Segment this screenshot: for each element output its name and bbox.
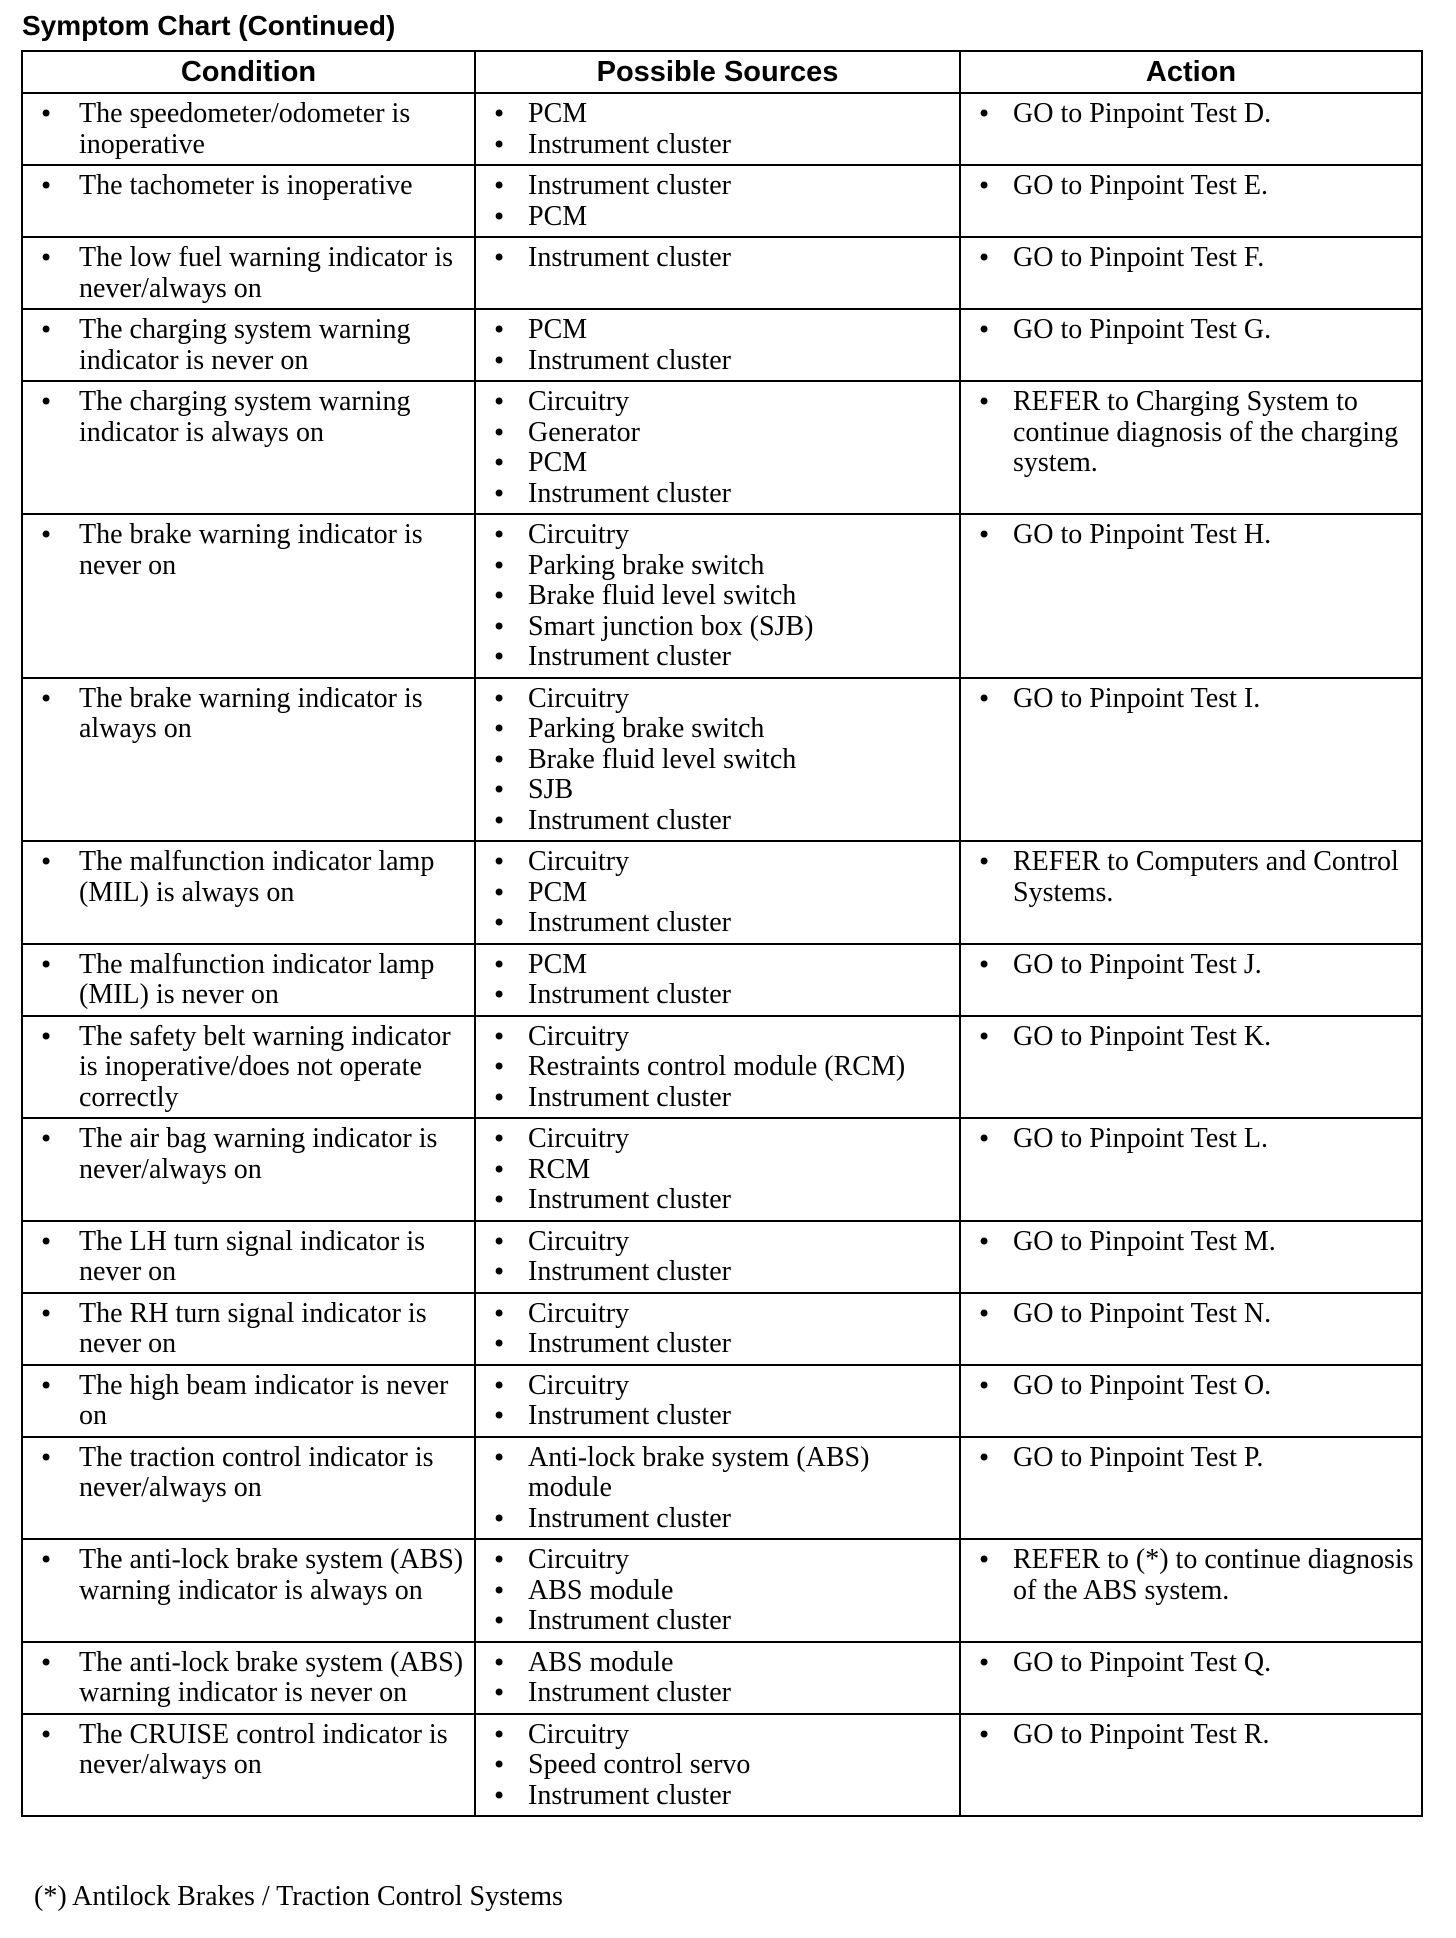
condition-list <box>29 847 468 908</box>
condition-text: • The safety belt warning indicator is inoperative/does not operate correctly <box>29 1022 468 1114</box>
action-list <box>967 315 1415 346</box>
action-list <box>967 950 1415 981</box>
condition-cell <box>22 1016 475 1119</box>
action-list <box>967 1648 1415 1679</box>
possible-sources-cell <box>475 1365 960 1437</box>
condition-text: • The LH turn signal indicator is never on <box>29 1227 468 1288</box>
condition-text: • The anti-lock brake system (ABS) warning indicator is never on <box>29 1648 468 1709</box>
condition-list <box>29 315 468 376</box>
condition-text: • The speedometer/odometer is inoperative <box>29 99 468 160</box>
possible-sources-list <box>482 315 953 376</box>
action-text: • GO to Pinpoint Test K. <box>967 1022 1415 1053</box>
footnote: (*) Antilock Brakes / Traction Control Systems <box>34 1881 563 1912</box>
table-row <box>22 1016 1422 1119</box>
possible-source-item: • Circuitry <box>482 387 953 418</box>
possible-source-item: • ABS module <box>482 1648 953 1679</box>
action-text: • GO to Pinpoint Test E. <box>967 171 1415 202</box>
possible-source-item: • PCM <box>482 202 953 233</box>
possible-source-item: • Instrument cluster <box>482 130 953 161</box>
possible-source-item: • Instrument cluster <box>482 980 953 1011</box>
column-header-action: Action <box>960 51 1422 93</box>
possible-sources-cell <box>475 1221 960 1293</box>
action-text: • REFER to Computers and Control Systems. <box>967 847 1415 908</box>
possible-sources-list <box>482 171 953 232</box>
table-row <box>22 165 1422 237</box>
condition-cell <box>22 1539 475 1642</box>
table-row <box>22 514 1422 678</box>
action-text: • GO to Pinpoint Test M. <box>967 1227 1415 1258</box>
possible-source-item: • Instrument cluster <box>482 1504 953 1535</box>
possible-sources-list <box>482 387 953 509</box>
condition-list <box>29 1124 468 1185</box>
action-list <box>967 1299 1415 1330</box>
condition-text: • The charging system warning indicator is always on <box>29 387 468 448</box>
table-row <box>22 237 1422 309</box>
column-header-possible-sources: Possible Sources <box>475 51 960 93</box>
action-text: • REFER to Charging System to continue diagnosis of the charging system. <box>967 387 1415 479</box>
condition-list <box>29 1648 468 1709</box>
action-cell <box>960 93 1422 165</box>
action-cell <box>960 165 1422 237</box>
possible-sources-list <box>482 99 953 160</box>
action-list <box>967 520 1415 551</box>
condition-text: • The air bag warning indicator is never/always on <box>29 1124 468 1185</box>
possible-source-item: • Instrument cluster <box>482 806 953 837</box>
condition-text: • The malfunction indicator lamp (MIL) is always on <box>29 847 468 908</box>
action-text: • GO to Pinpoint Test H. <box>967 520 1415 551</box>
condition-cell <box>22 1221 475 1293</box>
condition-list <box>29 1371 468 1432</box>
condition-cell <box>22 514 475 678</box>
possible-source-item: • Circuitry <box>482 1299 953 1330</box>
possible-sources-cell <box>475 1714 960 1817</box>
possible-source-item: • Speed control servo <box>482 1750 953 1781</box>
condition-cell <box>22 944 475 1016</box>
table-row <box>22 1221 1422 1293</box>
possible-source-item: • Circuitry <box>482 1124 953 1155</box>
action-text: • GO to Pinpoint Test J. <box>967 950 1415 981</box>
possible-source-item: • Parking brake switch <box>482 551 953 582</box>
possible-source-item: • Restraints control module (RCM) <box>482 1052 953 1083</box>
possible-sources-cell <box>475 1437 960 1540</box>
action-list <box>967 171 1415 202</box>
condition-list <box>29 243 468 304</box>
action-text: • GO to Pinpoint Test L. <box>967 1124 1415 1155</box>
condition-list <box>29 1299 468 1360</box>
condition-list <box>29 1443 468 1504</box>
condition-cell <box>22 165 475 237</box>
action-cell <box>960 237 1422 309</box>
condition-list <box>29 99 468 160</box>
action-cell <box>960 1365 1422 1437</box>
condition-text: • The malfunction indicator lamp (MIL) is never on <box>29 950 468 1011</box>
possible-source-item: • Instrument cluster <box>482 1401 953 1432</box>
possible-source-item: • Instrument cluster <box>482 479 953 510</box>
condition-cell <box>22 93 475 165</box>
action-list <box>967 1371 1415 1402</box>
action-list <box>967 1124 1415 1155</box>
possible-source-item: • Brake fluid level switch <box>482 581 953 612</box>
possible-source-item: • Instrument cluster <box>482 1781 953 1812</box>
possible-sources-list <box>482 1371 953 1432</box>
action-cell <box>960 1539 1422 1642</box>
possible-source-item: • Brake fluid level switch <box>482 745 953 776</box>
possible-source-item: • PCM <box>482 878 953 909</box>
possible-sources-list <box>482 243 953 274</box>
possible-sources-cell <box>475 309 960 381</box>
action-list <box>967 1545 1415 1606</box>
possible-source-item: • Smart junction box (SJB) <box>482 612 953 643</box>
action-text: • REFER to (*) to continue diagnosis of the ABS system. <box>967 1545 1415 1606</box>
condition-text: • The traction control indicator is never/always on <box>29 1443 468 1504</box>
possible-sources-cell <box>475 678 960 842</box>
possible-source-item: • Instrument cluster <box>482 1083 953 1114</box>
possible-sources-cell <box>475 1016 960 1119</box>
condition-text: • The brake warning indicator is never on <box>29 520 468 581</box>
action-cell <box>960 1642 1422 1714</box>
action-list <box>967 1720 1415 1751</box>
table-row <box>22 1118 1422 1221</box>
condition-text: • The low fuel warning indicator is never/always on <box>29 243 468 304</box>
possible-source-item: • Instrument cluster <box>482 346 953 377</box>
condition-cell <box>22 841 475 944</box>
condition-cell <box>22 1293 475 1365</box>
condition-cell <box>22 237 475 309</box>
action-list <box>967 1443 1415 1474</box>
condition-cell <box>22 1642 475 1714</box>
possible-sources-list <box>482 1022 953 1114</box>
table-row <box>22 93 1422 165</box>
possible-sources-cell <box>475 237 960 309</box>
action-list <box>967 99 1415 130</box>
possible-sources-list <box>482 1648 953 1709</box>
possible-source-item: • Circuitry <box>482 1371 953 1402</box>
action-cell <box>960 1016 1422 1119</box>
action-list <box>967 387 1415 479</box>
table-body <box>22 93 1422 1816</box>
possible-sources-list <box>482 1227 953 1288</box>
possible-source-item: • Instrument cluster <box>482 1678 953 1709</box>
condition-list <box>29 1022 468 1114</box>
action-list <box>967 243 1415 274</box>
possible-sources-cell <box>475 93 960 165</box>
possible-source-item: • RCM <box>482 1155 953 1186</box>
possible-sources-list <box>482 950 953 1011</box>
possible-source-item: • Circuitry <box>482 1227 953 1258</box>
possible-source-item: • Instrument cluster <box>482 908 953 939</box>
action-cell <box>960 1293 1422 1365</box>
possible-sources-cell <box>475 944 960 1016</box>
possible-source-item: • PCM <box>482 448 953 479</box>
action-text: • GO to Pinpoint Test G. <box>967 315 1415 346</box>
condition-text: • The brake warning indicator is always on <box>29 684 468 745</box>
action-cell <box>960 309 1422 381</box>
condition-cell <box>22 309 475 381</box>
possible-sources-list <box>482 847 953 939</box>
possible-source-item: • Instrument cluster <box>482 1257 953 1288</box>
possible-source-item: • Circuitry <box>482 847 953 878</box>
possible-source-item: • PCM <box>482 315 953 346</box>
action-cell <box>960 841 1422 944</box>
table-row <box>22 1293 1422 1365</box>
possible-sources-list <box>482 684 953 837</box>
condition-text: • The high beam indicator is never on <box>29 1371 468 1432</box>
condition-text: • The CRUISE control indicator is never/always on <box>29 1720 468 1781</box>
column-header-condition: Condition <box>22 51 475 93</box>
condition-list <box>29 950 468 1011</box>
action-text: • GO to Pinpoint Test N. <box>967 1299 1415 1330</box>
possible-source-item: • ABS module <box>482 1576 953 1607</box>
condition-text: • The charging system warning indicator is never on <box>29 315 468 376</box>
condition-list <box>29 171 468 202</box>
possible-source-item: • Parking brake switch <box>482 714 953 745</box>
action-list <box>967 847 1415 908</box>
possible-source-item: • PCM <box>482 950 953 981</box>
possible-sources-cell <box>475 165 960 237</box>
possible-sources-list <box>482 1720 953 1812</box>
page-title: Symptom Chart (Continued) <box>22 10 396 41</box>
table-header-row <box>22 51 1422 93</box>
possible-source-item: • Instrument cluster <box>482 1329 953 1360</box>
possible-source-item: • Instrument cluster <box>482 642 953 673</box>
action-cell <box>960 381 1422 514</box>
table-row <box>22 841 1422 944</box>
possible-source-item: • PCM <box>482 99 953 130</box>
action-text: • GO to Pinpoint Test O. <box>967 1371 1415 1402</box>
condition-cell <box>22 1118 475 1221</box>
symptom-chart-table <box>21 50 1423 1817</box>
action-text: • GO to Pinpoint Test F. <box>967 243 1415 274</box>
possible-source-item: • Circuitry <box>482 1545 953 1576</box>
condition-text: • The anti-lock brake system (ABS) warning indicator is always on <box>29 1545 468 1606</box>
possible-sources-cell <box>475 1539 960 1642</box>
action-list <box>967 684 1415 715</box>
possible-source-item: • Circuitry <box>482 684 953 715</box>
condition-cell <box>22 678 475 842</box>
possible-source-item: • Circuitry <box>482 520 953 551</box>
action-text: • GO to Pinpoint Test P. <box>967 1443 1415 1474</box>
action-text: • GO to Pinpoint Test R. <box>967 1720 1415 1751</box>
condition-cell <box>22 1437 475 1540</box>
possible-sources-cell <box>475 1293 960 1365</box>
condition-list <box>29 1545 468 1606</box>
action-cell <box>960 944 1422 1016</box>
possible-source-item: • Circuitry <box>482 1022 953 1053</box>
action-list <box>967 1022 1415 1053</box>
table-row <box>22 381 1422 514</box>
possible-source-item: • Instrument cluster <box>482 243 953 274</box>
possible-sources-list <box>482 1299 953 1360</box>
action-list <box>967 1227 1415 1258</box>
condition-list <box>29 684 468 745</box>
table-row <box>22 1539 1422 1642</box>
action-cell <box>960 678 1422 842</box>
action-cell <box>960 1118 1422 1221</box>
condition-cell <box>22 381 475 514</box>
possible-sources-cell <box>475 514 960 678</box>
possible-source-item: • Generator <box>482 418 953 449</box>
table-row <box>22 1714 1422 1817</box>
action-text: • GO to Pinpoint Test Q. <box>967 1648 1415 1679</box>
table-row <box>22 309 1422 381</box>
table-row <box>22 1437 1422 1540</box>
condition-list <box>29 1720 468 1781</box>
condition-text: • The RH turn signal indicator is never on <box>29 1299 468 1360</box>
possible-sources-list <box>482 520 953 673</box>
possible-source-item: • Instrument cluster <box>482 1606 953 1637</box>
action-text: • GO to Pinpoint Test D. <box>967 99 1415 130</box>
possible-source-item: • Instrument cluster <box>482 171 953 202</box>
condition-list <box>29 520 468 581</box>
possible-source-item: • Anti-lock brake system (ABS) module <box>482 1443 953 1504</box>
possible-source-item: • SJB <box>482 775 953 806</box>
action-cell <box>960 1437 1422 1540</box>
possible-sources-cell <box>475 1118 960 1221</box>
possible-source-item: • Circuitry <box>482 1720 953 1751</box>
possible-sources-list <box>482 1443 953 1535</box>
condition-text: • The tachometer is inoperative <box>29 171 468 202</box>
possible-sources-list <box>482 1545 953 1637</box>
possible-sources-list <box>482 1124 953 1216</box>
table-row <box>22 944 1422 1016</box>
action-text: • GO to Pinpoint Test I. <box>967 684 1415 715</box>
possible-sources-cell <box>475 381 960 514</box>
action-cell <box>960 1714 1422 1817</box>
possible-source-item: • Instrument cluster <box>482 1185 953 1216</box>
table-row <box>22 1642 1422 1714</box>
table-row <box>22 678 1422 842</box>
condition-cell <box>22 1365 475 1437</box>
action-cell <box>960 1221 1422 1293</box>
condition-cell <box>22 1714 475 1817</box>
condition-list <box>29 387 468 448</box>
possible-sources-cell <box>475 1642 960 1714</box>
condition-list <box>29 1227 468 1288</box>
table-row <box>22 1365 1422 1437</box>
possible-sources-cell <box>475 841 960 944</box>
action-cell <box>960 514 1422 678</box>
